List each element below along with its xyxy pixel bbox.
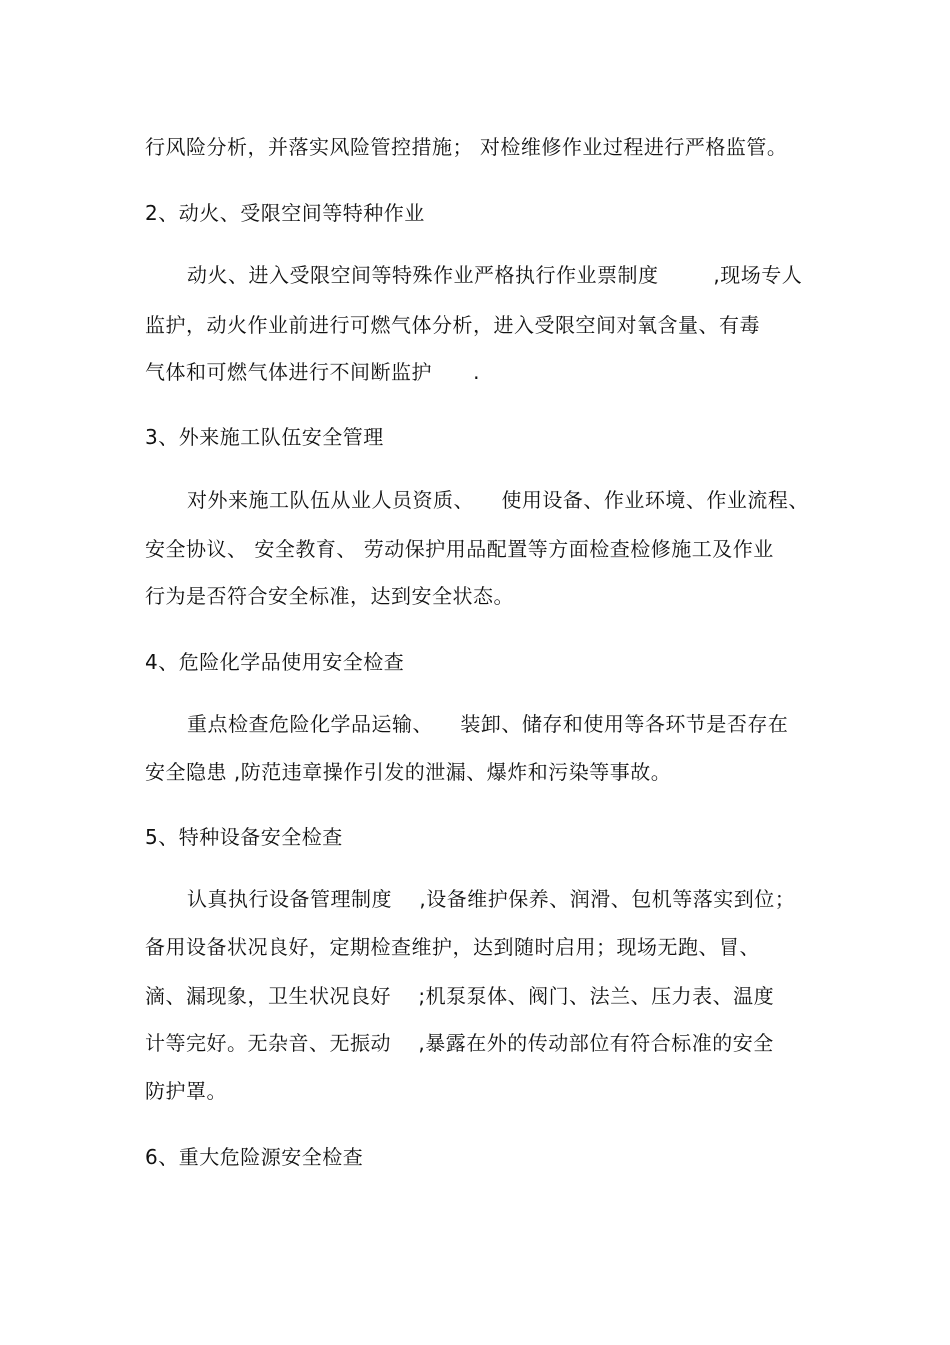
section-heading-6: 6、重大危险源安全检查 — [145, 1145, 364, 1169]
paragraph-line: 滴、漏现象，卫生状况良好 ;机泵泵体、阀门、法兰、压力表、温度 — [145, 984, 775, 1008]
paragraph-line: 气体和可燃气体进行不间断监护 . — [145, 360, 481, 384]
section-heading-5: 5、特种设备安全检查 — [145, 825, 343, 849]
section-heading-2: 2、动火、受限空间等特种作业 — [145, 201, 425, 225]
paragraph-line: 监护，动火作业前进行可燃气体分析，进入受限空间对氧含量、有毒 — [145, 313, 760, 337]
section-heading-4: 4、危险化学品使用安全检查 — [145, 650, 405, 674]
paragraph-line: 备用设备状况良好，定期检查维护，达到随时启用；现场无跑、冒、 — [145, 935, 760, 959]
paragraph-line: 重点检查危险化学品运输、 装卸、储存和使用等各环节是否存在 — [187, 712, 789, 736]
paragraph-line: 认真执行设备管理制度 ,设备维护保养、润滑、包机等落实到位； — [187, 887, 796, 911]
paragraph-line: 动火、进入受限空间等特殊作业严格执行作业票制度 ,现场专人 — [187, 263, 803, 287]
paragraph-line: 行为是否符合安全标准，达到安全状态。 — [145, 584, 514, 608]
paragraph-line: 防护罩。 — [145, 1079, 227, 1103]
paragraph-line: 安全协议、 安全教育、 劳动保护用品配置等方面检查检修施工及作业 — [145, 537, 774, 561]
paragraph-line: 计等完好。无杂音、无振动 ,暴露在外的传动部位有符合标准的安全 — [145, 1031, 774, 1055]
paragraph-line: 对外来施工队伍从业人员资质、 使用设备、作业环境、作业流程、 — [187, 488, 809, 512]
section-heading-3: 3、外来施工队伍安全管理 — [145, 425, 384, 449]
paragraph-line: 行风险分析，并落实风险管控措施； 对检维修作业过程进行严格监管。 — [145, 135, 788, 159]
paragraph-line: 安全隐患 ,防范违章操作引发的泄漏、爆炸和污染等事故。 — [145, 760, 672, 784]
